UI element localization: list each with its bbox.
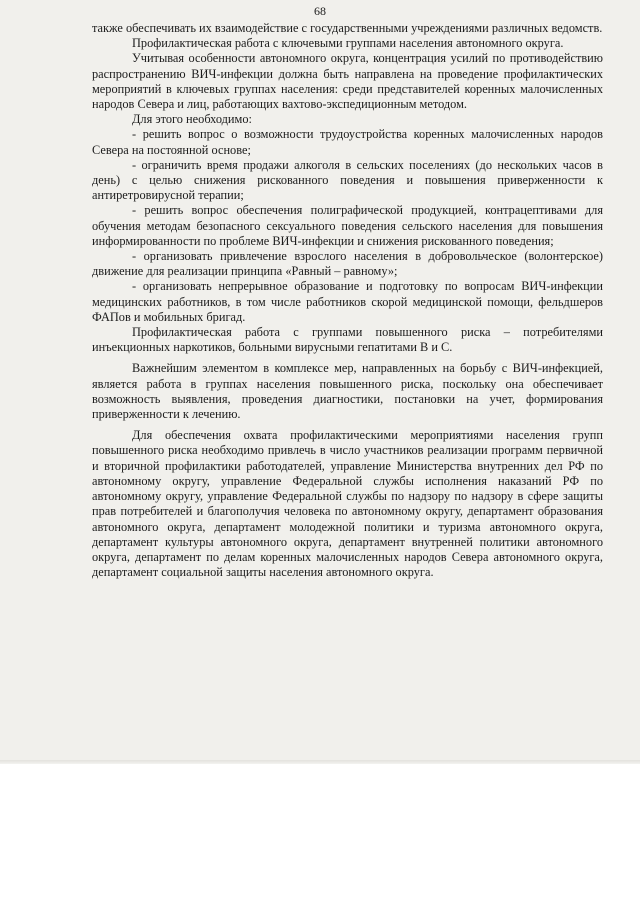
paragraph-risk-groups: Важнейшим элементом в комплексе мер, направленных на борьбу с ВИЧ-инфекцией, является работа в группах населения повышенного риска, поскольку она обеспечивает возможность выявления, проведения диагностики, постановки на учет, формирования приверженности к лечению. — [92, 361, 603, 422]
paragraph-continuation: также обеспечивать их взаимодействие с государственными учреждениями различных ведомств. — [92, 21, 603, 35]
list-item-alcohol: - ограничить время продажи алкоголя в сельских поселениях (до нескольких часов в день) с целью снижения рискованного поведения и повышения приверженности к антиретровирусной терапии; — [92, 157, 603, 203]
list-item-volunteers: - организовать привлечение взрослого населения в добровольческое (волонтерское) движение для реализации принципа «Равный – равному»; — [92, 249, 603, 279]
paragraph-key-groups: Учитывая особенности автономного округа, концентрация усилий по противодействию распространению ВИЧ-инфекции должна быть направлена на проведение профилактических мероприятий в ключевых группах населения: среди представителей коренных малочисленных народов Севера и лиц, работающих вахтово-экспедиционным методом. — [92, 51, 603, 112]
list-item-education: - организовать непрерывное образование и подготовку по вопросам ВИЧ-инфекции медицинских работников, в том числе работников скорой медицинской помощи, фельдшеров ФАПов и мобильных бригад. — [92, 279, 603, 324]
list-item-printing: - решить вопрос обеспечения полиграфической продукцией, контрацептивами для обучения методам безопасного сексуального поведения сельского населения для повышения информированности по проблеме ВИЧ-инфекции и снижения рискованного поведения; — [92, 203, 603, 248]
paragraph-necessary: Для этого необходимо: — [132, 112, 252, 127]
document-body — [92, 21, 603, 580]
section-heading-key-groups: Профилактическая работа с ключевыми группами населения автономного округа. — [132, 36, 564, 51]
page-number: 68 — [314, 4, 326, 18]
section-heading-risk-groups: Профилактическая работа с группами повышенного риска – потребителями инъекционных наркотиков, больными вирусными гепатитами В и С. — [92, 325, 603, 355]
scan-edge — [0, 760, 640, 764]
paragraph-participants: Для обеспечения охвата профилактическими мероприятиями населения групп повышенного риска необходимо привлечь в число участников реализации программ первичной и вторичной профилактики работодателей, управление Министерства внутренних дел РФ по автономному округу, управление Федеральной службы исполнения наказаний РФ по автономному округу, управление Федеральной службы по надзору по надзору в сфере защиты прав потребителей и благополучия человека по автономному округу, департамент образования автономного округа, департамент молодежной политики и туризма автономного округа, департамент культуры автономного округа, департамент внутренней политики автономного округа, департамент по делам коренных малочисленных народов Севера автономного округа, департамент социальной защиты населения автономного округа. — [92, 428, 603, 580]
list-item-employment: - решить вопрос о возможности трудоустройства коренных малочисленных народов Севера на постоянной основе; — [92, 127, 603, 157]
